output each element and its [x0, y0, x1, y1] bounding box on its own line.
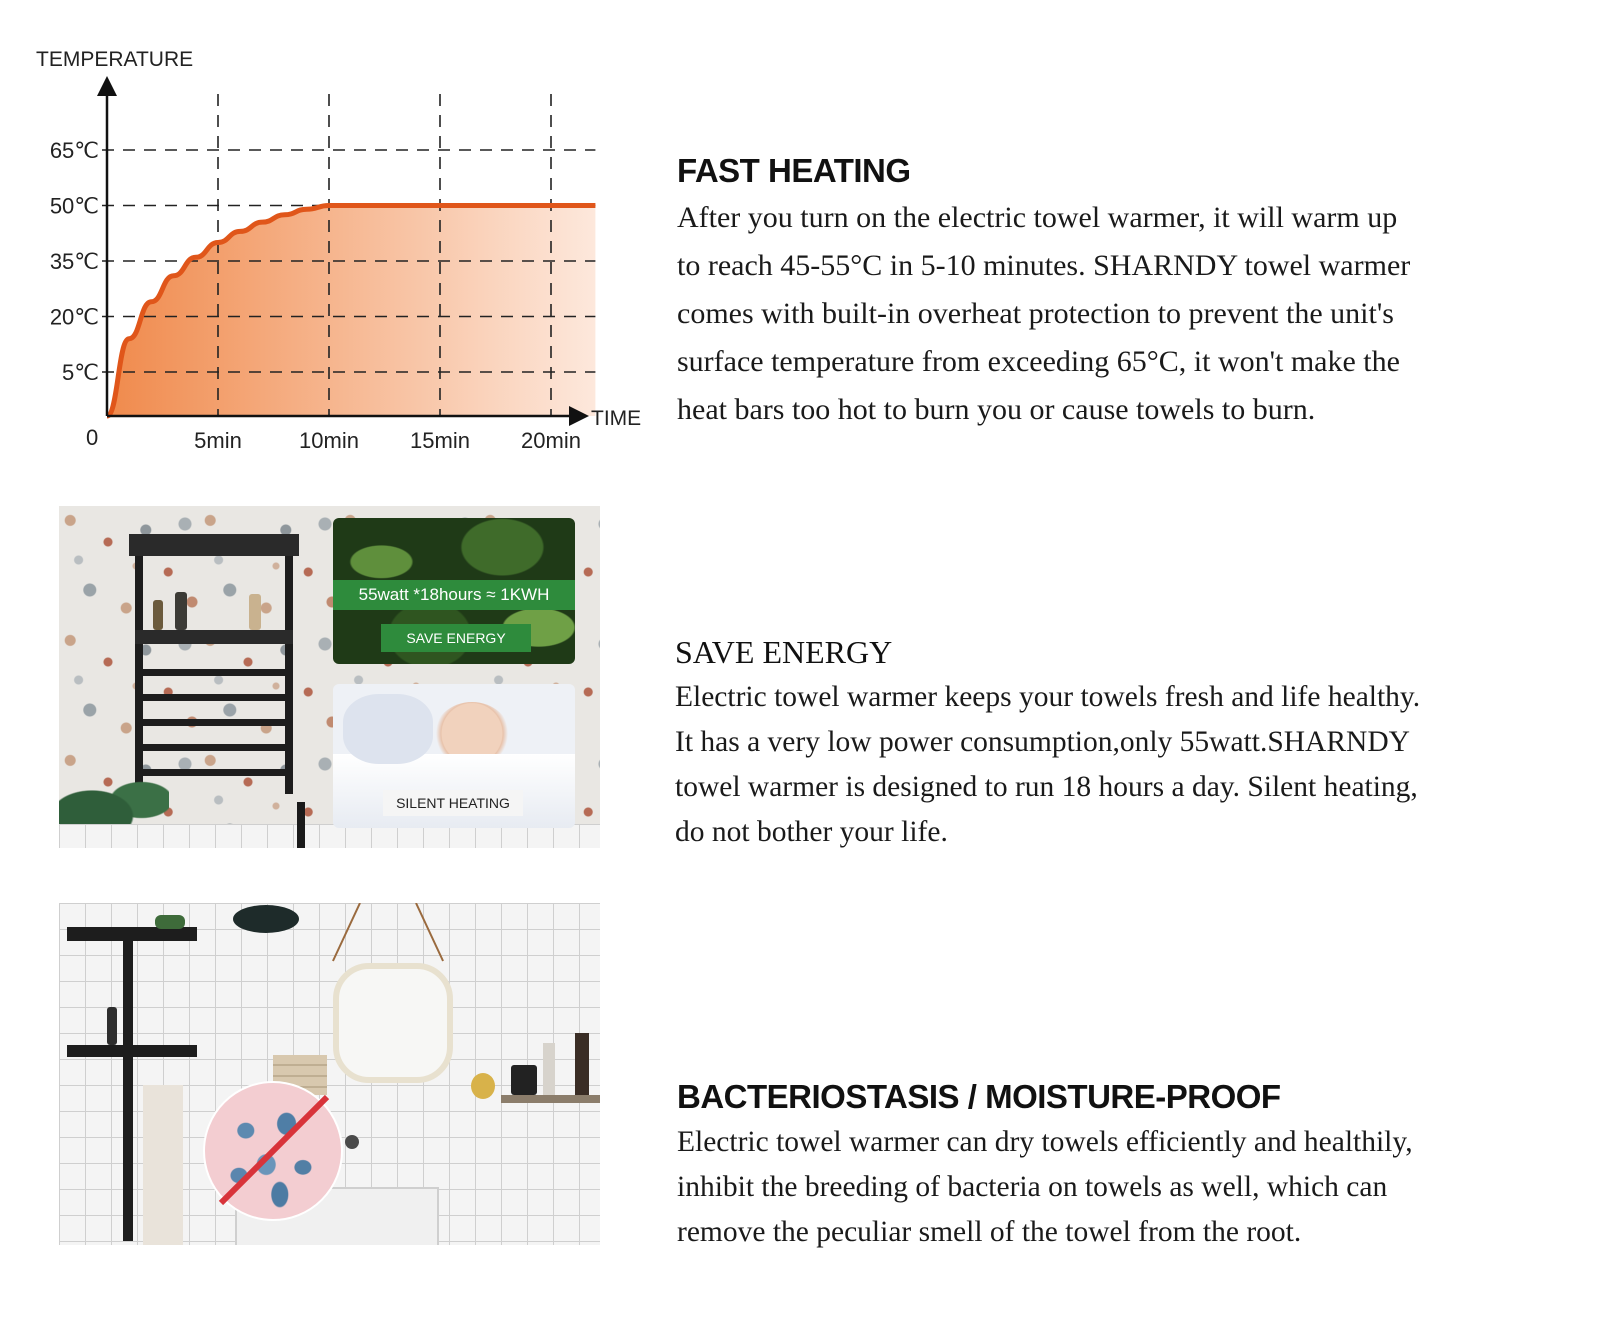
x-tick-label: 5min [194, 428, 242, 453]
towel-rack-icon [129, 534, 299, 794]
shower-head-icon [233, 905, 299, 933]
save-energy-badge: SAVE ENERGY [381, 624, 531, 652]
section-heading: SAVE ENERGY [675, 634, 893, 670]
body-line: Electric towel warmer keeps your towels fresh and life healthy. [675, 681, 1421, 713]
body-line: surface temperature from exceeding 65°C, it won't make the [677, 345, 1400, 378]
body-line: to reach 45-55°C in 5-10 minutes. SHARNDY towel warmer [677, 249, 1411, 282]
silent-heating-badge: SILENT HEATING [383, 790, 523, 816]
sleeping-baby-card [333, 684, 575, 828]
body-line: After you turn on the electric towel warmer, it will warm up [677, 201, 1398, 234]
temperature-chart [0, 0, 660, 480]
fast-heating-section [677, 152, 1577, 434]
x-tick-label: 15min [410, 428, 470, 453]
leaf-energy-card [333, 518, 575, 664]
mirror-icon [333, 963, 453, 1083]
body-line: Electric towel warmer can dry towels efficiently and healthily, [677, 1126, 1413, 1158]
y-axis-title: TEMPERATURE [36, 48, 194, 71]
section-body [677, 1120, 1577, 1255]
origin-label: 0 [86, 425, 99, 450]
bacteriostasis-section [677, 1078, 1577, 1255]
save-energy-image [59, 506, 600, 848]
save-energy-section [675, 634, 1575, 855]
x-tick-label: 20min [521, 428, 581, 453]
towel-rack-icon [67, 915, 197, 1245]
no-sign-slash-icon [219, 1095, 329, 1205]
x-tick-label: 10min [299, 428, 359, 453]
y-tick-label: 65℃ [49, 138, 99, 163]
body-line: It has a very low power consumption,only 55watt.SHARNDY [675, 726, 1410, 758]
body-line: inhibit the breeding of bacteria on towels as well, which can [677, 1171, 1388, 1203]
x-axis-title: TIME [591, 407, 642, 430]
y-tick-label: 5℃ [62, 360, 99, 385]
y-tick-label: 20℃ [49, 304, 99, 330]
body-line: do not bother your life. [675, 816, 948, 848]
energy-formula-label: 55watt *18hours ≈ 1KWH [333, 580, 575, 610]
body-line: comes with built-in overheat protection to prevent the unit's [677, 297, 1394, 330]
bacteria-icon [203, 1081, 343, 1221]
section-body [677, 194, 1577, 434]
body-line: towel warmer is designed to run 18 hours a day. Silent heating, [675, 771, 1418, 803]
section-heading: BACTERIOSTASIS / MOISTURE-PROOF [677, 1078, 1281, 1115]
y-tick-label: 35℃ [49, 249, 99, 274]
body-line: heat bars too hot to burn you or cause towels to burn. [677, 393, 1316, 426]
bathroom-image [59, 903, 600, 1245]
heating-area-fill [107, 206, 595, 417]
body-line: remove the peculiar smell of the towel from the root. [677, 1216, 1302, 1248]
section-heading: FAST HEATING [677, 152, 911, 189]
y-tick-label: 50℃ [49, 193, 99, 219]
section-body [675, 675, 1575, 855]
